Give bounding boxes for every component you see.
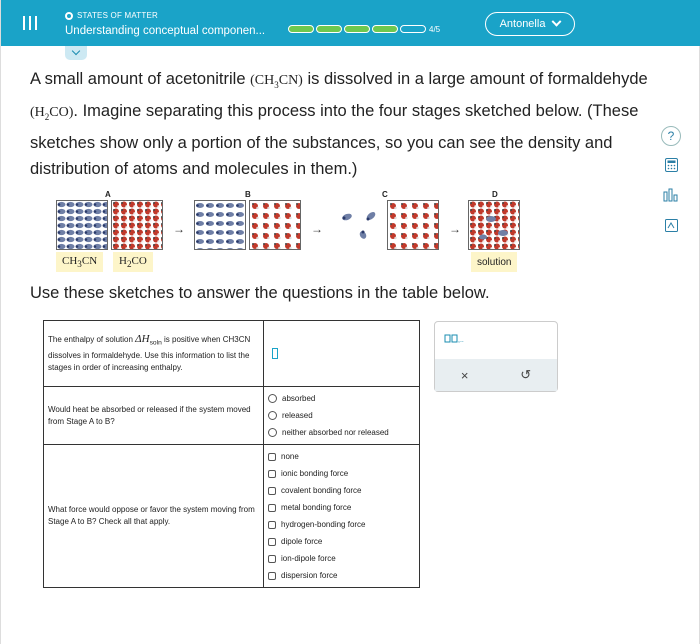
checkbox[interactable] bbox=[268, 521, 276, 529]
bar-chart-icon bbox=[663, 188, 679, 202]
menu-icon bbox=[23, 16, 37, 30]
label-solution: solution bbox=[471, 252, 517, 272]
table-row bbox=[44, 387, 420, 445]
option-label: dispersion force bbox=[281, 571, 338, 580]
table-row bbox=[44, 445, 420, 588]
question-text: The enthalpy of solution bbox=[48, 335, 136, 345]
user-menu-button[interactable] bbox=[485, 12, 575, 36]
topic-label bbox=[65, 11, 158, 20]
delta-h-symbol: ΔH bbox=[135, 333, 150, 346]
checkbox-option-covalent[interactable] bbox=[268, 482, 415, 499]
calculator-icon bbox=[665, 158, 678, 172]
svg-text:,..: ,.. bbox=[458, 337, 464, 344]
widget-action-bar bbox=[435, 359, 557, 391]
option-label: ion-dipole force bbox=[281, 554, 336, 563]
data-chart-button[interactable] bbox=[660, 184, 682, 206]
checkbox-option-none[interactable] bbox=[268, 448, 415, 465]
sketch-c-acetonitrile bbox=[332, 200, 384, 250]
option-label: dipole force bbox=[281, 537, 323, 546]
checkbox[interactable] bbox=[268, 453, 276, 461]
menu-button[interactable] bbox=[1, 0, 59, 46]
topic-text: STATES OF MATTER bbox=[77, 11, 158, 20]
checkbox[interactable] bbox=[268, 538, 276, 546]
radio-button[interactable] bbox=[268, 411, 277, 420]
stage-label-b: B bbox=[245, 190, 251, 199]
option-label: released bbox=[282, 411, 313, 420]
intro-text: . Imagine separating this process into the four stages sketched below. (These sketches show only a portion of the substances, so you can see the density and distribution of atoms and molecules in them.) bbox=[30, 101, 639, 178]
separated-molecules-image bbox=[333, 201, 384, 250]
checkbox[interactable] bbox=[268, 470, 276, 478]
answer-tool-panel bbox=[434, 321, 558, 392]
clear-button[interactable]: × bbox=[460, 367, 469, 383]
checkbox-option-ionic[interactable] bbox=[268, 465, 415, 482]
formaldehyde-formula: $(H_2CO)$ bbox=[30, 104, 74, 122]
sketch-c-formaldehyde bbox=[387, 200, 439, 250]
sketch-d-solution bbox=[468, 200, 520, 250]
packed-molecules-image bbox=[57, 201, 108, 250]
answer-cell bbox=[264, 387, 420, 445]
sketch-a-acetonitrile bbox=[56, 200, 108, 250]
packed-molecules-image bbox=[112, 201, 163, 250]
undo-button[interactable]: ↺ bbox=[520, 367, 532, 382]
answer-cell bbox=[264, 445, 420, 588]
checkbox-option-dispersion[interactable] bbox=[268, 567, 415, 584]
answer-cell bbox=[264, 321, 420, 387]
label-formaldehyde: $H_2CO$ bbox=[113, 252, 153, 272]
tool-column bbox=[658, 126, 684, 236]
arrow-icon: → bbox=[311, 222, 323, 236]
option-label: covalent bonding force bbox=[281, 486, 362, 495]
checkbox[interactable] bbox=[268, 572, 276, 580]
option-label: none bbox=[281, 452, 299, 461]
progress-segment bbox=[316, 25, 342, 33]
order-answer-input[interactable] bbox=[272, 348, 278, 359]
option-label: ionic bonding force bbox=[281, 469, 349, 478]
assignment-title: Understanding conceptual componen... bbox=[65, 25, 266, 37]
table-row bbox=[44, 321, 420, 387]
progress-bar bbox=[288, 25, 426, 33]
question-text: is positive when CH3CN dissolves in formaldehyde. Use this information to list the stages in order of increasing enthalpy. bbox=[48, 335, 251, 372]
checkbox[interactable] bbox=[268, 504, 276, 512]
progress-segment bbox=[400, 25, 426, 33]
instruction-text: Use these sketches to answer the questions in the table below. bbox=[30, 284, 490, 302]
radio-button[interactable] bbox=[268, 394, 277, 403]
stage-label-c: C bbox=[382, 190, 388, 199]
spread-molecules-image bbox=[388, 201, 439, 250]
label-acetonitrile: $CH_3CN$ bbox=[56, 252, 103, 272]
intro-text: is dissolved in a large amount of formaldehyde bbox=[302, 70, 648, 88]
stage-label-d: D bbox=[492, 190, 498, 199]
solution-molecules-image bbox=[469, 201, 520, 250]
question-cell: Would heat be absorbed or released if the system moved from Stage A to B? bbox=[44, 387, 264, 445]
stage-label-a: A bbox=[105, 190, 111, 199]
user-name: Antonella bbox=[499, 18, 546, 30]
periodic-table-button[interactable] bbox=[660, 214, 682, 236]
problem-statement bbox=[30, 66, 650, 182]
option-label: hydrogen-bonding force bbox=[281, 520, 366, 529]
top-header bbox=[1, 0, 700, 46]
checkbox[interactable] bbox=[268, 487, 276, 495]
progress-segment bbox=[344, 25, 370, 33]
calculator-button[interactable] bbox=[660, 154, 682, 176]
spread-molecules-image bbox=[250, 201, 301, 250]
checkbox-option-hydrogen[interactable] bbox=[268, 516, 415, 533]
progress-segment bbox=[372, 25, 398, 33]
ordered-list-tool-icon[interactable] bbox=[444, 332, 470, 346]
checkbox-option-dipole[interactable] bbox=[268, 533, 415, 550]
spread-molecules-image bbox=[195, 201, 246, 250]
help-button[interactable] bbox=[661, 126, 681, 146]
topic-dot-icon bbox=[65, 12, 73, 20]
option-label: metal bonding force bbox=[281, 503, 352, 512]
progress-segment bbox=[288, 25, 314, 33]
checkbox-option-ion-dipole[interactable] bbox=[268, 550, 415, 567]
sketch-b-acetonitrile bbox=[194, 200, 246, 250]
checkbox[interactable] bbox=[268, 555, 276, 563]
checkbox-option-metal[interactable] bbox=[268, 499, 415, 516]
option-label: absorbed bbox=[282, 394, 316, 403]
radio-option-absorbed[interactable] bbox=[268, 390, 415, 407]
collapse-header-button[interactable] bbox=[65, 46, 87, 60]
delta-h-subscript: soln bbox=[149, 339, 162, 347]
sketch-b-formaldehyde bbox=[249, 200, 301, 250]
intro-text: A small amount of acetonitrile bbox=[30, 70, 251, 88]
progress-label: 4/5 bbox=[429, 25, 441, 34]
periodic-table-icon bbox=[665, 219, 678, 232]
chevron-down-icon bbox=[552, 16, 562, 26]
question-icon: ? bbox=[667, 129, 675, 143]
arrow-icon: → bbox=[173, 222, 185, 236]
sketch-a-formaldehyde bbox=[111, 200, 163, 250]
arrow-icon: → bbox=[449, 222, 461, 236]
chevron-down-icon bbox=[72, 47, 80, 55]
radio-option-neither[interactable] bbox=[268, 424, 415, 441]
radio-button[interactable] bbox=[268, 428, 277, 437]
question-cell: What force would oppose or favor the system moving from Stage A to B? Check all that apply. bbox=[44, 445, 264, 588]
question-cell bbox=[44, 321, 264, 387]
radio-option-released[interactable] bbox=[268, 407, 415, 424]
acetonitrile-formula: $(CH_3CN)$ bbox=[250, 73, 303, 90]
question-table bbox=[43, 320, 420, 588]
option-label: neither absorbed nor released bbox=[282, 428, 389, 437]
